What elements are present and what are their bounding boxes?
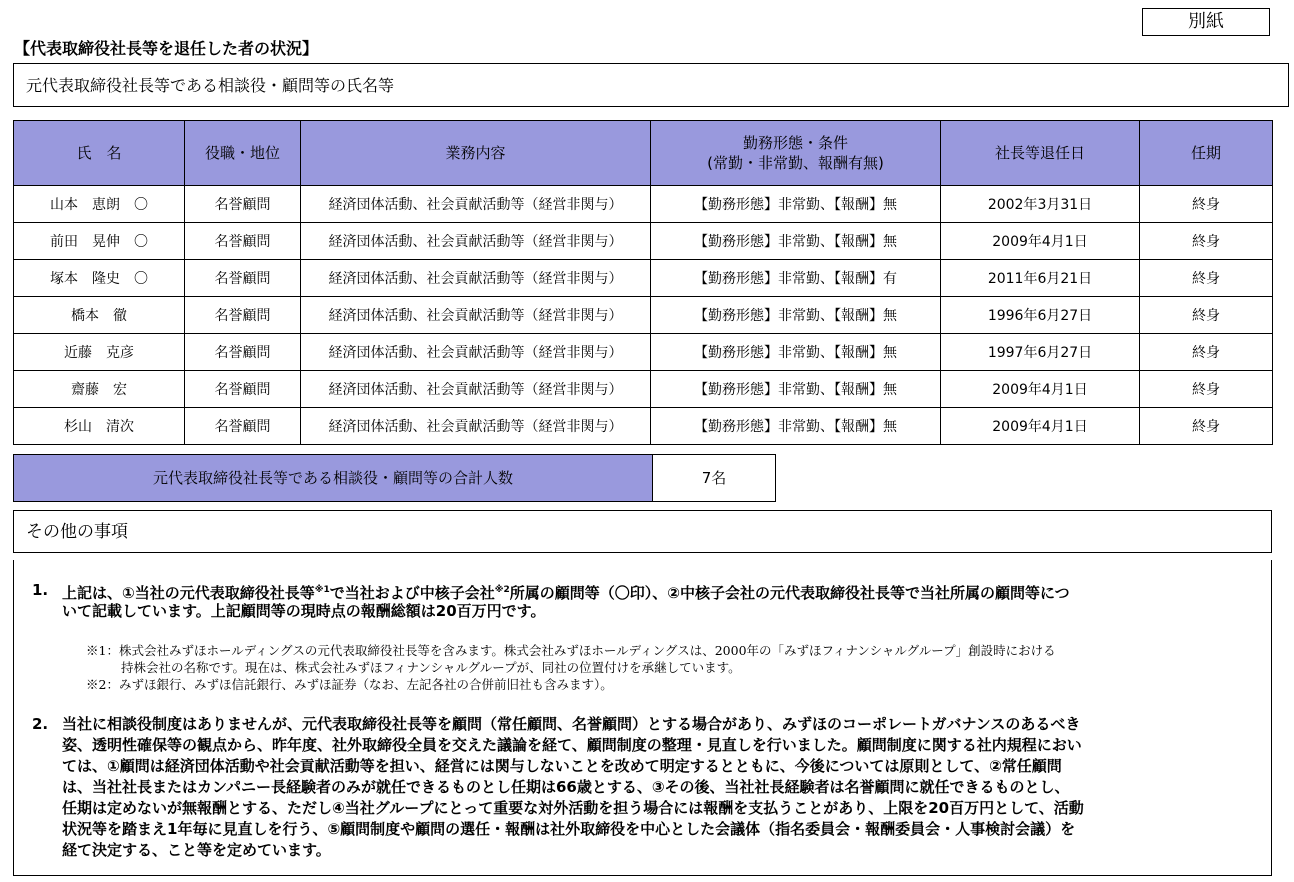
note-2-line: 状況等を踏まえ1年毎に見直しを行う、⑤顧問制度や顧問の選任・報酬は社外取締役を中心とした会議体（指名委員会・報酬委員会・人事検討会議）を [62, 820, 1076, 838]
note-1-text-b: で当社および中核子会社 [329, 584, 495, 602]
cell-duties: 経済団体活動、社会貢献活動等（経営非関与） [301, 408, 651, 445]
section-heading-text: 元代表取締役社長等である相談役・顧問等の氏名等 [26, 76, 395, 95]
note-2-number: 2. [32, 715, 49, 733]
cell-conditions: 【勤務形態】非常勤、【報酬】無 [651, 223, 941, 260]
note-2-line: 姿、透明性確保等の観点から、昨年度、社外取締役全員を交えた議論を経て、顧問制度の整理・見直しを行いました。顧問制度に関する社内規程におい [62, 736, 1082, 754]
cell-term: 終身 [1140, 408, 1273, 445]
cell-duties: 経済団体活動、社会貢献活動等（経営非関与） [301, 297, 651, 334]
cell-name: 山本 恵朗 〇 [14, 186, 185, 223]
cell-name: 前田 晃伸 〇 [14, 223, 185, 260]
header-name: 氏 名 [14, 121, 185, 186]
cell-name: 齋藤 宏 [14, 371, 185, 408]
note-1-line-2: いて記載しています。上記顧問等の現時点の報酬総額は20百万円です。 [62, 602, 546, 620]
cell-term: 終身 [1140, 297, 1273, 334]
cell-duties: 経済団体活動、社会貢献活動等（経営非関与） [301, 260, 651, 297]
header-duties: 業務内容 [301, 121, 651, 186]
total-count-value: 7名 [652, 454, 776, 502]
footnote-ref-2: ※2 [494, 585, 510, 595]
cell-duties: 経済団体活動、社会貢献活動等（経営非関与） [301, 186, 651, 223]
note-1-text-c: 所属の顧問等（〇印）、②中核子会社の元代表取締役社長等で当社所属の顧問等につ [509, 584, 1070, 602]
header-position: 役職・地位 [185, 121, 301, 186]
note-2-line: は、当社社長またはカンパニー長経験者のみが就任できるものとし任期は66歳とする、③その後、当社社長経験者は名誉顧問に就任できるものとし、 [62, 778, 1070, 796]
cell-term: 終身 [1140, 371, 1273, 408]
footnote-1-line-2: 持株会社の名称です。現在は、株式会社みずほフィナンシャルグループが、同社の位置付けを承継しています。 [121, 660, 741, 675]
cell-name: 近藤 克彦 [14, 334, 185, 371]
header-retire-date: 社長等退任日 [941, 121, 1140, 186]
cell-retire-date: 2011年6月21日 [941, 260, 1140, 297]
cell-retire-date: 1996年6月27日 [941, 297, 1140, 334]
note-2-line: 経て決定する、こと等を定めています。 [62, 841, 331, 859]
table-row [14, 260, 1273, 297]
cell-position: 名誉顧問 [185, 186, 301, 223]
total-count-label: 元代表取締役社長等である相談役・顧問等の合計人数 [13, 454, 653, 502]
footnote-2: ※2：みずほ銀行、みずほ信託銀行、みずほ証券（なお、左記各社の合併前旧社も含みます）。 [86, 677, 613, 692]
cell-conditions: 【勤務形態】非常勤、【報酬】無 [651, 297, 941, 334]
note-2-line: 当社に相談役制度はありませんが、元代表取締役社長等を顧問（常任顧問、名誉顧問）とする場合があり、みずほのコーポレートガバナンスのあるべき [62, 715, 1081, 733]
cell-term: 終身 [1140, 334, 1273, 371]
cell-conditions: 【勤務形態】非常勤、【報酬】無 [651, 371, 941, 408]
cell-retire-date: 2009年4月1日 [941, 408, 1140, 445]
cell-duties: 経済団体活動、社会貢献活動等（経営非関与） [301, 371, 651, 408]
note-2-line: 任期は定めないが無報酬とする、ただし④当社グループにとって重要な対外活動を担う場合には報酬を支払うことがあり、上限を20百万円として、活動 [62, 799, 1084, 817]
cell-position: 名誉顧問 [185, 371, 301, 408]
cell-retire-date: 2002年3月31日 [941, 186, 1140, 223]
cell-name: 橋本 徹 [14, 297, 185, 334]
attachment-label: 別紙 [1142, 8, 1270, 36]
note-1-number: 1. [32, 581, 49, 599]
cell-duties: 経済団体活動、社会貢献活動等（経営非関与） [301, 334, 651, 371]
notes-box [13, 560, 1272, 876]
cell-conditions: 【勤務形態】非常勤、【報酬】無 [651, 408, 941, 445]
header-term: 任期 [1140, 121, 1273, 186]
cell-term: 終身 [1140, 260, 1273, 297]
cell-position: 名誉顧問 [185, 297, 301, 334]
note-1-text-a: 上記は、①当社の元代表取締役社長等 [62, 584, 315, 602]
cell-position: 名誉顧問 [185, 408, 301, 445]
footnote-ref-1: ※1 [314, 585, 330, 595]
cell-retire-date: 2009年4月1日 [941, 223, 1140, 260]
cell-duties: 経済団体活動、社会貢献活動等（経営非関与） [301, 223, 651, 260]
advisors-table [13, 120, 1273, 445]
cell-term: 終身 [1140, 186, 1273, 223]
section-heading-other-text: その他の事項 [26, 522, 128, 542]
section-heading-other [13, 510, 1272, 553]
section-heading-advisors [13, 63, 1289, 107]
cell-name: 杉山 清次 [14, 408, 185, 445]
footnote-1-line-1: ※1：株式会社みずほホールディングスの元代表取締役社長等を含みます。株式会社みずほホールディングスは、2000年の「みずほフィナンシャルグループ」創設時における [86, 643, 1056, 658]
table-row [14, 297, 1273, 334]
cell-retire-date: 1997年6月27日 [941, 334, 1140, 371]
cell-position: 名誉顧問 [185, 223, 301, 260]
table-header-row [14, 121, 1273, 186]
header-conditions-line1: 勤務形態・条件 [742, 133, 848, 152]
table-row [14, 223, 1273, 260]
cell-position: 名誉顧問 [185, 334, 301, 371]
cell-conditions: 【勤務形態】非常勤、【報酬】有 [651, 260, 941, 297]
cell-term: 終身 [1140, 223, 1273, 260]
table-row [14, 408, 1273, 445]
table-row [14, 186, 1273, 223]
cell-conditions: 【勤務形態】非常勤、【報酬】無 [651, 334, 941, 371]
cell-name: 塚本 隆史 〇 [14, 260, 185, 297]
header-conditions-line2: (常勤・非常勤、報酬有無) [707, 154, 884, 172]
header-conditions [651, 121, 941, 186]
document-title: 【代表取締役社長等を退任した者の状況】 [14, 39, 319, 58]
cell-conditions: 【勤務形態】非常勤、【報酬】無 [651, 186, 941, 223]
cell-position: 名誉顧問 [185, 260, 301, 297]
note-2-line: ては、①顧問は経済団体活動や社会貢献活動等を担い、経営には関与しないことを改めて明定するとともに、今後については原則として、②常任顧問 [62, 757, 1062, 775]
cell-retire-date: 2009年4月1日 [941, 371, 1140, 408]
table-row [14, 334, 1273, 371]
table-row [14, 371, 1273, 408]
